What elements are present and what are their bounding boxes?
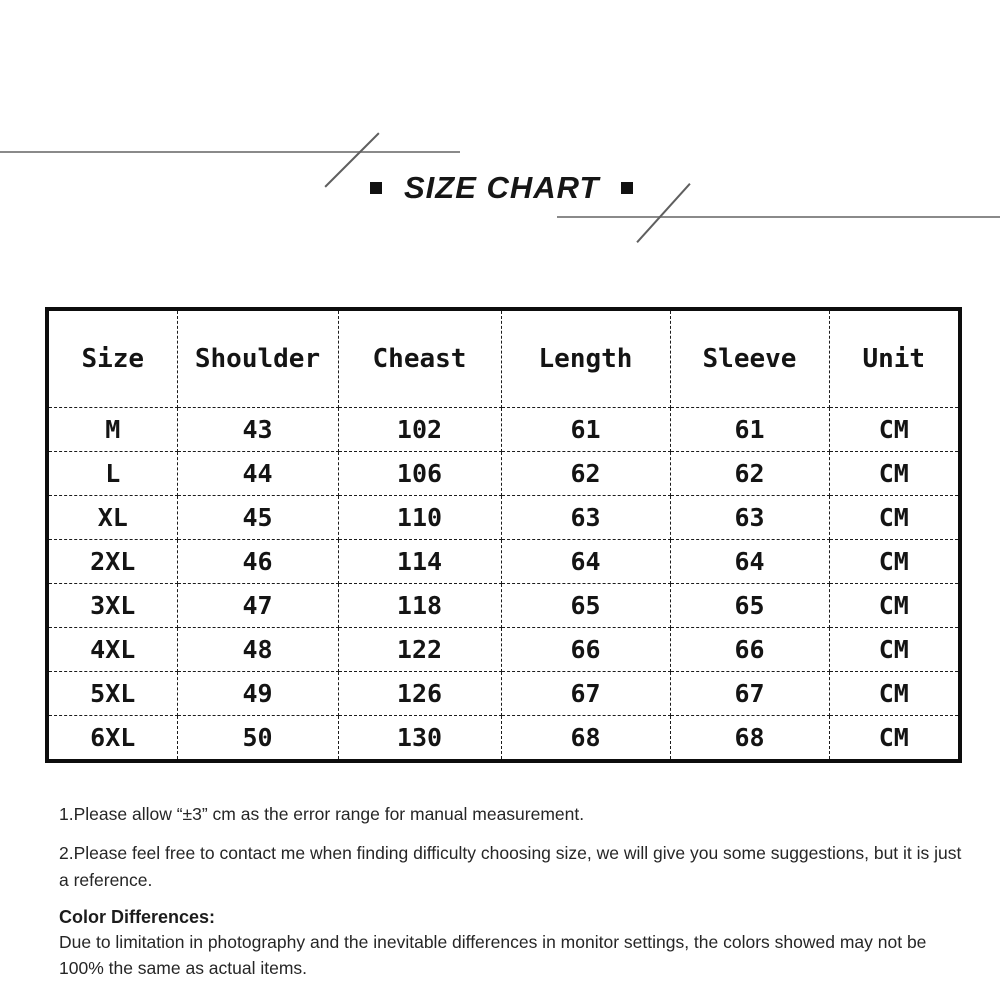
cell-sleeve: 67 (670, 672, 829, 716)
cell-unit: CM (829, 584, 960, 628)
cell-length: 68 (501, 716, 670, 762)
size-chart-table (45, 307, 962, 763)
cell-unit: CM (829, 408, 960, 452)
cell-sleeve: 66 (670, 628, 829, 672)
cell-length: 62 (501, 452, 670, 496)
color-differences-text: Due to limitation in photography and the inevitable differences in monitor settings, the colors showed may not be 100% the same as actual items. (59, 932, 927, 978)
cell-size: XL (47, 496, 177, 540)
table-row-l (47, 452, 960, 496)
cell-cheast: 118 (338, 584, 501, 628)
cell-sleeve: 62 (670, 452, 829, 496)
cell-shoulder: 50 (177, 716, 338, 762)
notes-section (59, 801, 975, 981)
color-differences-heading: Color Differences: (59, 907, 216, 927)
title-block (370, 170, 633, 206)
cell-cheast: 130 (338, 716, 501, 762)
cell-unit: CM (829, 716, 960, 762)
cell-cheast: 122 (338, 628, 501, 672)
cell-cheast: 114 (338, 540, 501, 584)
header-cell-unit: Unit (829, 309, 960, 408)
cell-size: M (47, 408, 177, 452)
decorative-line-left (0, 151, 460, 153)
cell-length: 63 (501, 496, 670, 540)
cell-shoulder: 49 (177, 672, 338, 716)
header-cell-cheast: Cheast (338, 309, 501, 408)
cell-unit: CM (829, 452, 960, 496)
cell-size: 2XL (47, 540, 177, 584)
table-row-3xl (47, 584, 960, 628)
decorative-line-right (557, 216, 1000, 218)
cell-size: 4XL (47, 628, 177, 672)
cell-shoulder: 45 (177, 496, 338, 540)
table-row-4xl (47, 628, 960, 672)
cell-size: L (47, 452, 177, 496)
cell-length: 61 (501, 408, 670, 452)
cell-unit: CM (829, 628, 960, 672)
cell-shoulder: 46 (177, 540, 338, 584)
cell-cheast: 126 (338, 672, 501, 716)
table-row-6xl (47, 716, 960, 762)
square-bullet-right-icon (621, 182, 633, 194)
cell-cheast: 106 (338, 452, 501, 496)
note-measurement-error: 1.Please allow “±3” cm as the error range for manual measurement. (59, 804, 585, 824)
cell-length: 67 (501, 672, 670, 716)
cell-size: 3XL (47, 584, 177, 628)
table-header-row (47, 309, 960, 408)
cell-length: 64 (501, 540, 670, 584)
header-cell-shoulder: Shoulder (177, 309, 338, 408)
table-row-5xl (47, 672, 960, 716)
cell-shoulder: 48 (177, 628, 338, 672)
cell-sleeve: 64 (670, 540, 829, 584)
cell-unit: CM (829, 672, 960, 716)
cell-sleeve: 65 (670, 584, 829, 628)
header-cell-size: Size (47, 309, 177, 408)
cell-shoulder: 47 (177, 584, 338, 628)
cell-unit: CM (829, 540, 960, 584)
cell-size: 6XL (47, 716, 177, 762)
cell-sleeve: 63 (670, 496, 829, 540)
cell-length: 65 (501, 584, 670, 628)
header-cell-sleeve: Sleeve (670, 309, 829, 408)
cell-size: 5XL (47, 672, 177, 716)
table-row-2xl (47, 540, 960, 584)
cell-sleeve: 61 (670, 408, 829, 452)
cell-shoulder: 44 (177, 452, 338, 496)
cell-length: 66 (501, 628, 670, 672)
cell-unit: CM (829, 496, 960, 540)
cell-shoulder: 43 (177, 408, 338, 452)
cell-cheast: 110 (338, 496, 501, 540)
table-row-m (47, 408, 960, 452)
square-bullet-left-icon (370, 182, 382, 194)
header-cell-length: Length (501, 309, 670, 408)
cell-cheast: 102 (338, 408, 501, 452)
page-title: SIZE CHART (404, 170, 600, 205)
note-contact-suggestion: 2.Please feel free to contact me when finding difficulty choosing size, we will give you some suggestions, but it is just a reference. (59, 843, 962, 890)
cell-sleeve: 68 (670, 716, 829, 762)
table-row-xl (47, 496, 960, 540)
decorative-slash-right (636, 183, 690, 243)
